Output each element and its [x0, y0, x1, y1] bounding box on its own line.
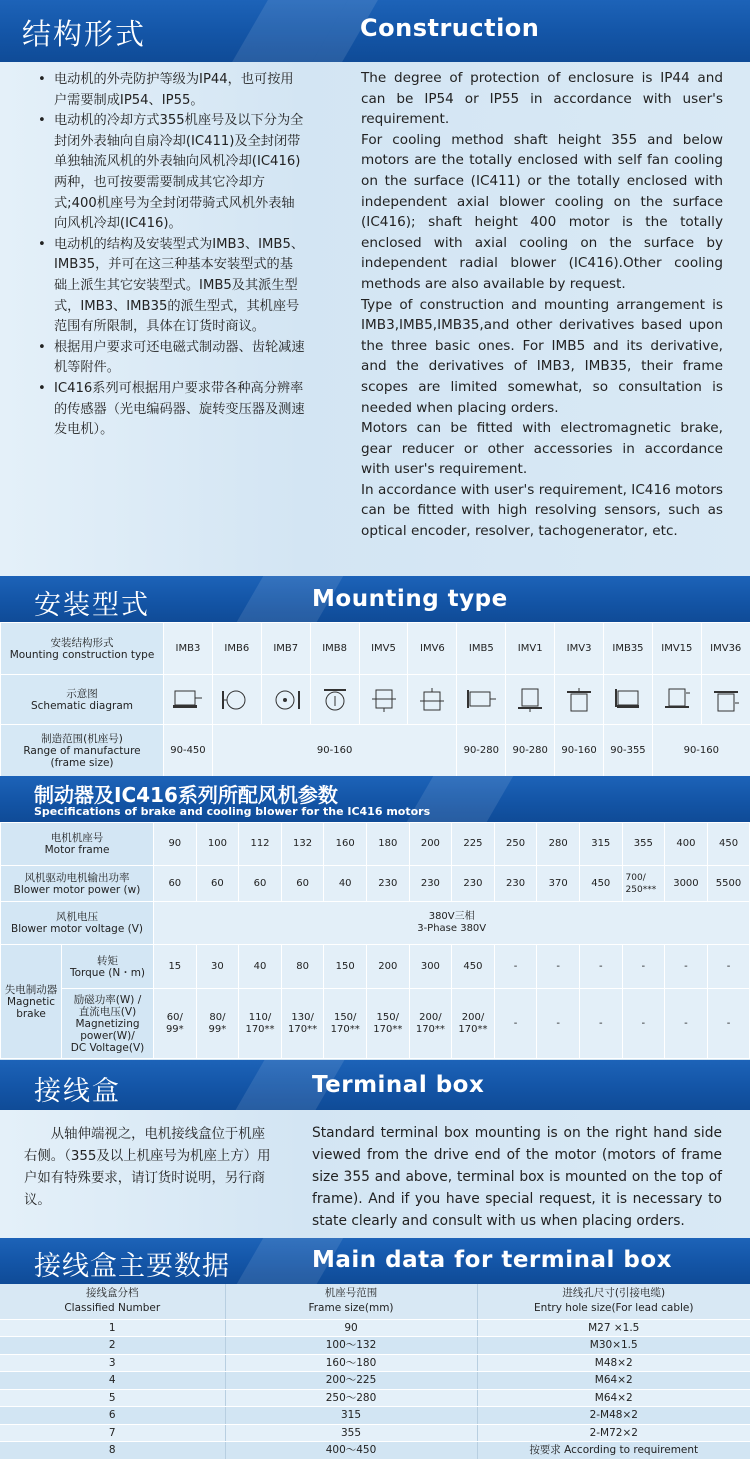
- power-cell: 3000: [665, 866, 708, 902]
- table-cell: 100～132: [225, 1337, 477, 1355]
- mag-cell: 130/ 170**: [281, 989, 324, 1059]
- power-cell: 370: [537, 866, 580, 902]
- terminal-title-cn: 接线盒: [34, 1076, 121, 1107]
- magnetic-brake-label: 失电制动器 Magnetic brake: [1, 945, 62, 1059]
- power-cell: 450: [579, 866, 622, 902]
- paragraph-en-2: For cooling method shaft height 355 and below motors are the totally enclosed with self fan cooling on the surface (IC411) or the totally enclosed with independent axial blower cooling on the surface (IC416); shaft height 400 motor is the totally enclosed with axial cooling on the surface by independent radial blower (IC416).Other cooling methods are also available by request.: [361, 131, 723, 292]
- table-cell: M64×2: [477, 1372, 750, 1390]
- mount-type-cell: IMV1: [506, 623, 555, 675]
- schematic-imv1-icon: [506, 675, 555, 725]
- construction-body: [0, 62, 750, 576]
- mag-cell: -: [665, 989, 708, 1059]
- power-cell: 40: [324, 866, 367, 902]
- mag-cell: 150/ 170**: [366, 989, 409, 1059]
- terminal-text-en: Standard terminal box mounting is on the right hand side viewed from the drive end of the motor (motors of frame size 355 and above, terminal box is mounted on the top of frame). And if you have special request, it is necessary to state clearly and consult with us when placing orders.: [312, 1125, 722, 1229]
- header-frame-size: 机座号范围 Frame size(mm): [225, 1284, 477, 1319]
- frame-cell: 450: [707, 823, 750, 866]
- schematic-imv6-icon: [408, 675, 457, 725]
- header-entry-hole: 进线孔尺寸(引接电缆) Entry hole size(For lead cable): [477, 1284, 750, 1319]
- table-cell: 160～180: [225, 1354, 477, 1372]
- torque-cell: 80: [281, 945, 324, 989]
- mount-type-cell: IMB5: [457, 623, 506, 675]
- table-cell: 355: [225, 1424, 477, 1442]
- paragraph-en-4: Motors can be fitted with electromagnetic brake, gear reducer or other accessories in accordance with user's requirement.: [361, 420, 723, 478]
- table-cell: 2: [0, 1337, 225, 1355]
- table-cell: M30×1.5: [477, 1337, 750, 1355]
- mount-type-cell: IMV5: [359, 623, 408, 675]
- table-cell: 4: [0, 1372, 225, 1390]
- schematic-imb7-icon: [261, 675, 310, 725]
- frame-cell: 250: [494, 823, 537, 866]
- frame-label: 电机机座号 Motor frame: [1, 823, 154, 866]
- bullet-cn-2: • 电动机的冷却方式355机座号及以下分为全封闭外表轴向自扇冷却(IC411)及全封闭带单独轴流风机的外表轴向风机冷却(IC416)两种，也可按要需要制成其它冷却方式;400机座号为全封闭带骑式风机外表轴向风机冷却(IC416)。: [36, 111, 306, 235]
- brake-table: [0, 822, 750, 1059]
- schematic-imb3-icon: [164, 675, 213, 725]
- power-cell: 700/ 250***: [622, 866, 665, 902]
- mount-type-cell: IMV6: [408, 623, 457, 675]
- torque-label: 转矩 Torque (N・m): [62, 945, 154, 989]
- terminal-body: [0, 1110, 750, 1238]
- mounting-title-en: Mounting type: [312, 586, 508, 612]
- mag-cell: 150/ 170**: [324, 989, 367, 1059]
- construction-title-en: Construction: [360, 14, 540, 42]
- table-cell: M27 ×1.5: [477, 1319, 750, 1337]
- table-cell: 5: [0, 1389, 225, 1407]
- paragraph-en-1: The degree of protection of enclosure is IP44 and can be IP54 or IP55 in accordance with user's requirement.: [361, 70, 723, 128]
- power-cell: 60: [154, 866, 197, 902]
- schematic-label: 示意图 Schematic diagram: [1, 675, 164, 725]
- mag-cell: 60/ 99*: [154, 989, 197, 1059]
- mount-type-cell: IMB8: [310, 623, 359, 675]
- blower-power-label: 风机驱动电机输出功率 Blower motor power (w): [1, 866, 154, 902]
- table-cell: 3: [0, 1354, 225, 1372]
- brake-header: [0, 776, 750, 822]
- mag-cell: -: [622, 989, 665, 1059]
- range-cell: 90-280: [506, 725, 555, 777]
- mounting-title-cn: 安装型式: [34, 590, 150, 621]
- table-cell: 400～450: [225, 1442, 477, 1459]
- torque-cell: 15: [154, 945, 197, 989]
- table-cell: 7: [0, 1424, 225, 1442]
- frame-cell: 112: [239, 823, 282, 866]
- frame-cell: 355: [622, 823, 665, 866]
- torque-cell: -: [494, 945, 537, 989]
- power-cell: 5500: [707, 866, 750, 902]
- range-cell: 90-280: [457, 725, 506, 777]
- mag-cell: -: [707, 989, 750, 1059]
- mag-cell: -: [579, 989, 622, 1059]
- torque-cell: 200: [366, 945, 409, 989]
- mount-type-cell: IMV36: [701, 623, 750, 675]
- construction-title-cn: 结构形式: [22, 17, 147, 51]
- torque-cell: 150: [324, 945, 367, 989]
- table-cell: 90: [225, 1319, 477, 1337]
- construction-bullets-cn: [36, 70, 306, 441]
- bullet-cn-1: • 电动机的外壳防护等级为IP44，也可按用户需要制成IP54、IP55。: [36, 70, 306, 111]
- table-cell: 2-M48×2: [477, 1407, 750, 1425]
- mag-cell: 200/ 170**: [409, 989, 452, 1059]
- table-cell: 315: [225, 1407, 477, 1425]
- range-cell: 90-450: [164, 725, 213, 777]
- table-cell: M48×2: [477, 1354, 750, 1372]
- table-cell: 8: [0, 1442, 225, 1459]
- mount-type-cell: IMV15: [652, 623, 701, 675]
- bullet-cn-3: • 电动机的结构及安装型式为IMB3、IMB5、IMB35，并可在这三种基本安装型式的基础上派生其它安装型式。IMB5及其派生型式，IMB3、IMB35的派生型式，其机座号范围有所限制，具体在订货时商议。: [36, 235, 306, 338]
- bullet-cn-5: • IC416系列可根据用户要求带各种高分辨率的传感器（光电编码器、旋转变压器及测速发电机）。: [36, 379, 306, 441]
- table-cell: 6: [0, 1407, 225, 1425]
- mount-type-cell: IMB6: [212, 623, 261, 675]
- brake-title-en: Specifications of brake and cooling blower for the IC416 motors: [34, 805, 431, 818]
- frame-cell: 100: [196, 823, 239, 866]
- power-cell: 230: [452, 866, 495, 902]
- frame-cell: 280: [537, 823, 580, 866]
- mount-type-cell: IMB7: [261, 623, 310, 675]
- range-cell: 90-355: [604, 725, 653, 777]
- terminal-data-title-en: Main data for terminal box: [312, 1247, 673, 1273]
- bullet-cn-4: • 根据用户要求可还电磁式制动器、齿轮减速机等附件。: [36, 338, 306, 379]
- paragraph-en-5: In accordance with user's requirement, IC416 motors can be fitted with high resolving sensors, such as optical encoder, resolver, tachogenerator, etc.: [361, 481, 723, 540]
- terminal-header: [0, 1060, 750, 1110]
- table-cell: M64×2: [477, 1389, 750, 1407]
- table-cell: 200～225: [225, 1372, 477, 1390]
- mounting-type-label: 安装结构形式 Mounting construction type: [1, 623, 164, 675]
- terminal-data-table: [0, 1284, 750, 1459]
- torque-cell: 300: [409, 945, 452, 989]
- mag-cell: 80/ 99*: [196, 989, 239, 1059]
- frame-cell: 160: [324, 823, 367, 866]
- range-cell: 90-160: [652, 725, 750, 777]
- frame-cell: 90: [154, 823, 197, 866]
- torque-cell: -: [537, 945, 580, 989]
- range-cell: 90-160: [555, 725, 604, 777]
- frame-cell: 180: [366, 823, 409, 866]
- magnetizing-label: 励磁功率(W) / 直流电压(V) Magnetizing power(W)/ DC Voltage(V): [62, 989, 154, 1059]
- blower-voltage-label: 风机电压 Blower motor voltage (V): [1, 902, 154, 945]
- schematic-imv36-icon: [701, 675, 750, 725]
- torque-cell: -: [665, 945, 708, 989]
- torque-cell: -: [579, 945, 622, 989]
- mag-cell: -: [537, 989, 580, 1059]
- terminal-text-cn: 从轴伸端视之，电机接线盒位于机座右侧。（355及以上机座号为机座上方）用户如有特殊要求，请订货时说明，另行商议。: [24, 1127, 271, 1208]
- torque-cell: 450: [452, 945, 495, 989]
- mounting-header: [0, 576, 750, 622]
- terminal-data-title-cn: 接线盒主要数据: [34, 1251, 230, 1282]
- torque-cell: 40: [239, 945, 282, 989]
- power-cell: 230: [366, 866, 409, 902]
- voltage-cell: 380V三相 3-Phase 380V: [154, 902, 750, 945]
- mount-type-cell: IMB3: [164, 623, 213, 675]
- construction-header: [0, 0, 750, 62]
- paragraph-en-3: Type of construction and mounting arrangement is IMB3,IMB5,IMB35,and other derivatives based upon the three basic ones. For IMB5 and its derivative, and the derivatives of IMB3, IMB35, their frame scopes are limited somewhat, so consultation is needed when placing orders.: [361, 296, 723, 416]
- mount-type-cell: IMV3: [555, 623, 604, 675]
- mount-type-cell: IMB35: [604, 623, 653, 675]
- range-label: 制造范围(机座号) Range of manufacture (frame size): [1, 725, 164, 777]
- power-cell: 230: [409, 866, 452, 902]
- mag-cell: -: [494, 989, 537, 1059]
- construction-text-en: [361, 68, 723, 542]
- mag-cell: 200/ 170**: [452, 989, 495, 1059]
- schematic-imb6-icon: [212, 675, 261, 725]
- power-cell: 60: [196, 866, 239, 902]
- power-cell: 60: [281, 866, 324, 902]
- mounting-table: [0, 622, 750, 777]
- mag-cell: 110/ 170**: [239, 989, 282, 1059]
- frame-cell: 315: [579, 823, 622, 866]
- torque-cell: -: [707, 945, 750, 989]
- table-cell: 2-M72×2: [477, 1424, 750, 1442]
- schematic-imb5-icon: [457, 675, 506, 725]
- schematic-imv5-icon: [359, 675, 408, 725]
- frame-cell: 225: [452, 823, 495, 866]
- frame-cell: 200: [409, 823, 452, 866]
- frame-cell: 400: [665, 823, 708, 866]
- table-cell: 1: [0, 1319, 225, 1337]
- table-cell: 按要求 According to requirement: [477, 1442, 750, 1459]
- brake-title-cn: 制动器及IC416系列所配风机参数: [34, 783, 338, 807]
- frame-cell: 132: [281, 823, 324, 866]
- torque-cell: -: [622, 945, 665, 989]
- torque-cell: 30: [196, 945, 239, 989]
- terminal-data-header: [0, 1238, 750, 1284]
- power-cell: 60: [239, 866, 282, 902]
- schematic-imb8-icon: [310, 675, 359, 725]
- terminal-title-en: Terminal box: [312, 1072, 485, 1098]
- schematic-imv3-icon: [555, 675, 604, 725]
- schematic-imv15-icon: [652, 675, 701, 725]
- power-cell: 230: [494, 866, 537, 902]
- table-cell: 250～280: [225, 1389, 477, 1407]
- range-cell: 90-160: [212, 725, 456, 777]
- header-classified: 接线盒分档 Classified Number: [0, 1284, 225, 1319]
- schematic-imb35-icon: [604, 675, 653, 725]
